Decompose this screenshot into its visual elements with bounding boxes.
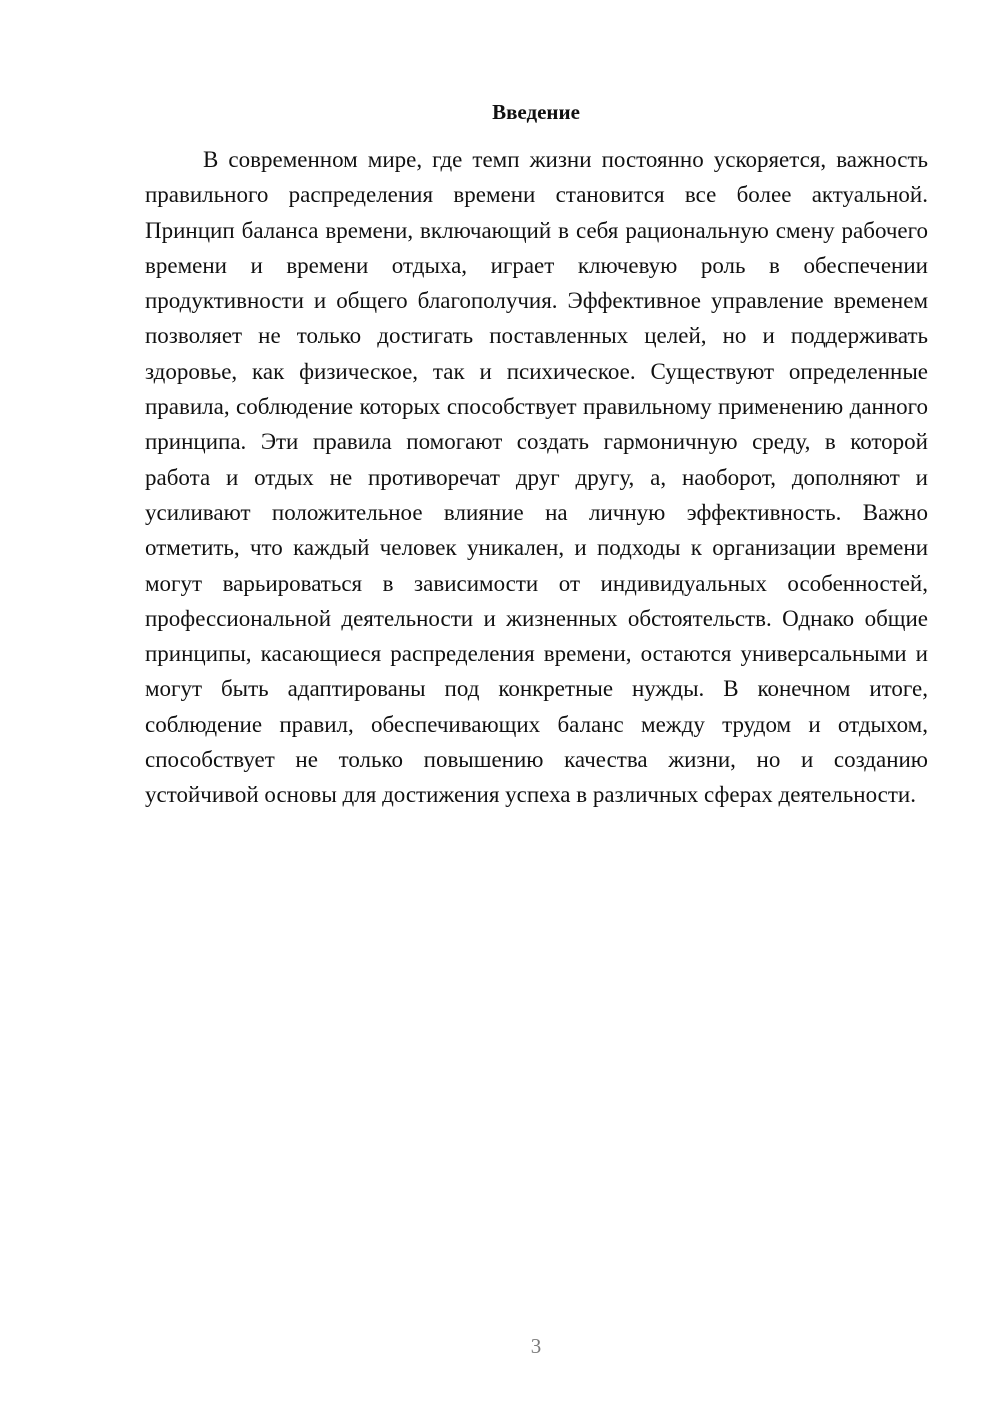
body-paragraph: В современном мире, где темп жизни постоянно ускоряется, важность правильного распределения времени становится все более актуальной. Принцип баланса времени, включающий в себя рациональную смену рабочего времени и времени отдыха, играет ключевую роль в обеспечении продуктивности и общего благополучия. Эффективное управление временем позволяет не только достигать поставленных целей, но и поддерживать здоровье, как физическое, так и психическое. Существуют определенные правила, соблюдение которых способствует правильному применению данного принципа. Эти правила помогают создать гармоничную среду, в которой работа и отдых не противоречат друг другу, а, наоборот, дополняют и усиливают положительное влияние на личную эффективность. Важно отметить, что каждый человек уникален, и подходы к организации времени могут варьироваться в зависимости от индивидуальных особенностей, профессиональной деятельности и жизненных обстоятельств. Однако общие принципы, касающиеся распределения времени, остаются универсальными и могут быть адаптированы под конкретные нужды. В конечном итоге, соблюдение правил, обеспечивающих баланс между трудом и отдыхом, способствует не только повышению качества жизни, но и созданию устойчивой основы для достижения успеха в различных сферах деятельности. <box>145 147 928 808</box>
page-number: 3 <box>530 1334 542 1358</box>
section-heading: Введение <box>492 100 580 124</box>
